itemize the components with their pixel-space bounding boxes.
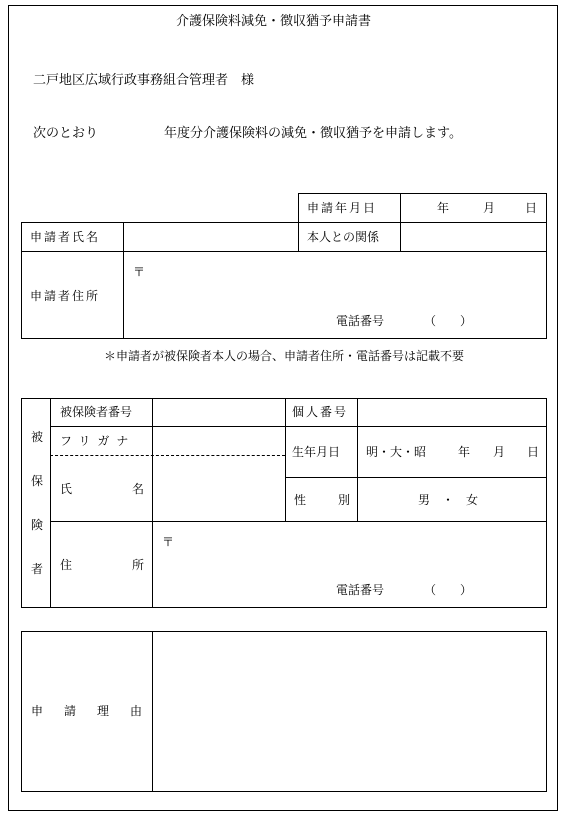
intro-prefix: 次のとおり xyxy=(33,126,99,141)
application-date-year: 年 xyxy=(437,201,450,215)
insured-number-label: 被保険者番号 xyxy=(60,405,133,419)
addressee: 二戸地区広域行政事務組合管理者 様 xyxy=(33,73,255,88)
applicant-name-field[interactable] xyxy=(126,224,296,250)
insured-number-field[interactable] xyxy=(155,400,283,425)
birth-month: 月 xyxy=(493,445,506,459)
reason-label-char-2: 請 xyxy=(64,704,77,718)
birth-day: 日 xyxy=(527,445,540,459)
applicant-phone-paren: （ ） xyxy=(424,314,473,328)
insured-name-field[interactable] xyxy=(155,457,283,519)
birth-era-options: 明・大・昭 xyxy=(366,445,427,459)
personal-number-label: 個人番号 xyxy=(292,405,349,419)
applicant-name-label: 申請者氏名 xyxy=(30,230,101,244)
applicant-address-label: 申請者住所 xyxy=(30,289,101,303)
reason-label-char-3: 理 xyxy=(97,704,110,718)
insured-label-char-3: 険 xyxy=(31,518,44,532)
relation-label: 本人との関係 xyxy=(307,230,380,244)
insured-label-char-1: 被 xyxy=(31,430,44,444)
insured-phone-paren: （ ） xyxy=(424,583,473,597)
insured-phone-label: 電話番号 xyxy=(336,583,385,597)
furigana-label: フリガナ xyxy=(60,434,136,448)
reason-label-char-1: 申 xyxy=(31,704,44,718)
reason-label-char-4: 由 xyxy=(130,704,143,718)
furigana-field[interactable] xyxy=(155,428,283,454)
birth-year: 年 xyxy=(458,445,471,459)
applicant-postal-mark: 〒 xyxy=(133,265,146,279)
application-date-month: 月 xyxy=(483,201,496,215)
personal-number-field[interactable] xyxy=(360,400,545,425)
relation-field[interactable] xyxy=(403,224,545,250)
insured-name-label-b: 名 xyxy=(132,482,145,496)
applicant-phone-label: 電話番号 xyxy=(336,314,385,328)
insured-label-char-2: 保 xyxy=(31,474,44,488)
gender-label-b: 別 xyxy=(338,493,351,507)
birth-date-label: 生年月日 xyxy=(292,445,341,459)
insured-address-label-b: 所 xyxy=(132,558,145,572)
intro-suffix: 年度分介護保険料の減免・徴収猶予を申請します。 xyxy=(164,126,462,141)
form-title: 介護保険料減免・徴収猶予申請書 xyxy=(176,14,372,29)
note-text: ＊申請者が被保険者本人の場合、申請者住所・電話番号は記載不要 xyxy=(104,349,465,363)
application-date-day: 日 xyxy=(525,201,538,215)
gender-options[interactable]: 男 ・ 女 xyxy=(418,493,479,507)
insured-name-label-a: 氏 xyxy=(60,482,73,496)
insured-label-char-4: 者 xyxy=(31,562,44,576)
reason-field[interactable] xyxy=(155,634,544,789)
insured-postal-mark: 〒 xyxy=(162,535,175,549)
gender-label-a: 性 xyxy=(294,493,307,507)
insured-address-label-a: 住 xyxy=(60,558,73,572)
application-date-label: 申請年月日 xyxy=(307,201,378,215)
